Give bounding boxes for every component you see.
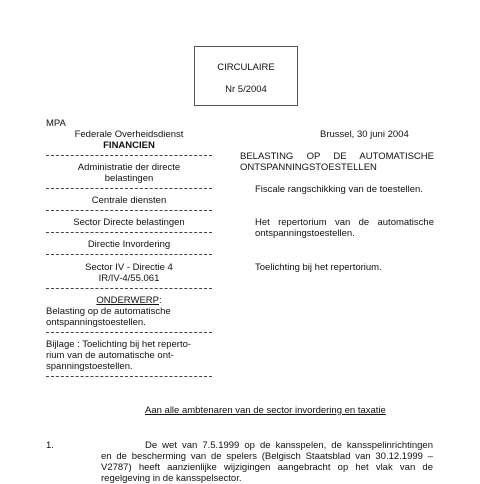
divider bbox=[46, 188, 212, 190]
divider bbox=[46, 288, 212, 290]
left-section-1-line1: Administratie der directe bbox=[77, 162, 181, 173]
left-section-5-line2: IR/IV-4/55.061 bbox=[98, 273, 160, 284]
sender-org-line1: Federale Overheidsdienst bbox=[74, 129, 184, 140]
right-item-4: Toelichting bij het repertorium. bbox=[255, 262, 382, 273]
divider bbox=[46, 232, 212, 234]
onderwerp-line2: ontspanningstoestellen. bbox=[46, 317, 146, 328]
onderwerp-label: ONDERWERP bbox=[96, 295, 159, 306]
left-section-2: Centrale diensten bbox=[91, 195, 167, 206]
onderwerp-colon: : bbox=[159, 295, 162, 306]
circular-title: CIRCULAIRE bbox=[217, 62, 275, 73]
right-item-2: Fiscale rangschikking van de toestellen. bbox=[255, 184, 423, 195]
circular-title-box bbox=[194, 46, 298, 106]
divider bbox=[46, 254, 212, 256]
sender-abbrev: MPA bbox=[46, 118, 66, 129]
paragraph-1-number: 1. bbox=[46, 440, 54, 451]
onderwerp-line1: Belasting op de automatische bbox=[46, 306, 171, 317]
sender-org-line2: FINANCIEN bbox=[103, 140, 155, 151]
bijlage-line2: rium van de automatische ont- bbox=[46, 350, 174, 361]
left-section-3: Sector Directe belastingen bbox=[73, 217, 185, 228]
divider bbox=[46, 376, 212, 378]
left-section-4: Directie Invordering bbox=[87, 239, 171, 250]
circular-number: Nr 5/2004 bbox=[225, 84, 267, 95]
right-item-3-line2: ontspanningstoestellen. bbox=[255, 228, 355, 239]
right-item-1-line1: BELASTING OP DE AUTOMATISCHE bbox=[240, 151, 434, 162]
divider bbox=[46, 332, 212, 334]
paragraph-1-line1: De wet van 7.5.1999 op de kansspelen, de kansspelinrichtingen bbox=[145, 440, 433, 451]
left-section-5-line1: Sector IV - Directie 4 bbox=[85, 262, 173, 273]
paragraph-1-line4: regelgeving in de kansspelsector. bbox=[101, 473, 242, 484]
right-item-1-line2: ONTSPANNINGSTOESTELLEN bbox=[240, 162, 377, 173]
divider bbox=[46, 155, 212, 157]
paragraph-1-line3: V2787) heeft aanzienlijke wijzigingen aangebracht op het vlak van de bbox=[101, 462, 433, 473]
place-date: Brussel, 30 juni 2004 bbox=[320, 129, 409, 140]
left-section-1-line2: belastingen bbox=[104, 173, 154, 184]
bijlage-line3: spanningstoestellen. bbox=[46, 361, 133, 372]
right-item-3-line1: Het repertorium van de automatische bbox=[255, 217, 434, 228]
addressee: Aan alle ambtenaren van de sector invordering en taxatie bbox=[145, 405, 386, 416]
divider bbox=[46, 210, 212, 212]
paragraph-1-line2: en de bescherming van de spelers (Belgisch Staatsblad van 30.12.1999 – bbox=[101, 451, 433, 462]
onderwerp-heading bbox=[46, 295, 212, 306]
bijlage-line1: Bijlage : Toelichting bij het reperto- bbox=[46, 339, 192, 350]
